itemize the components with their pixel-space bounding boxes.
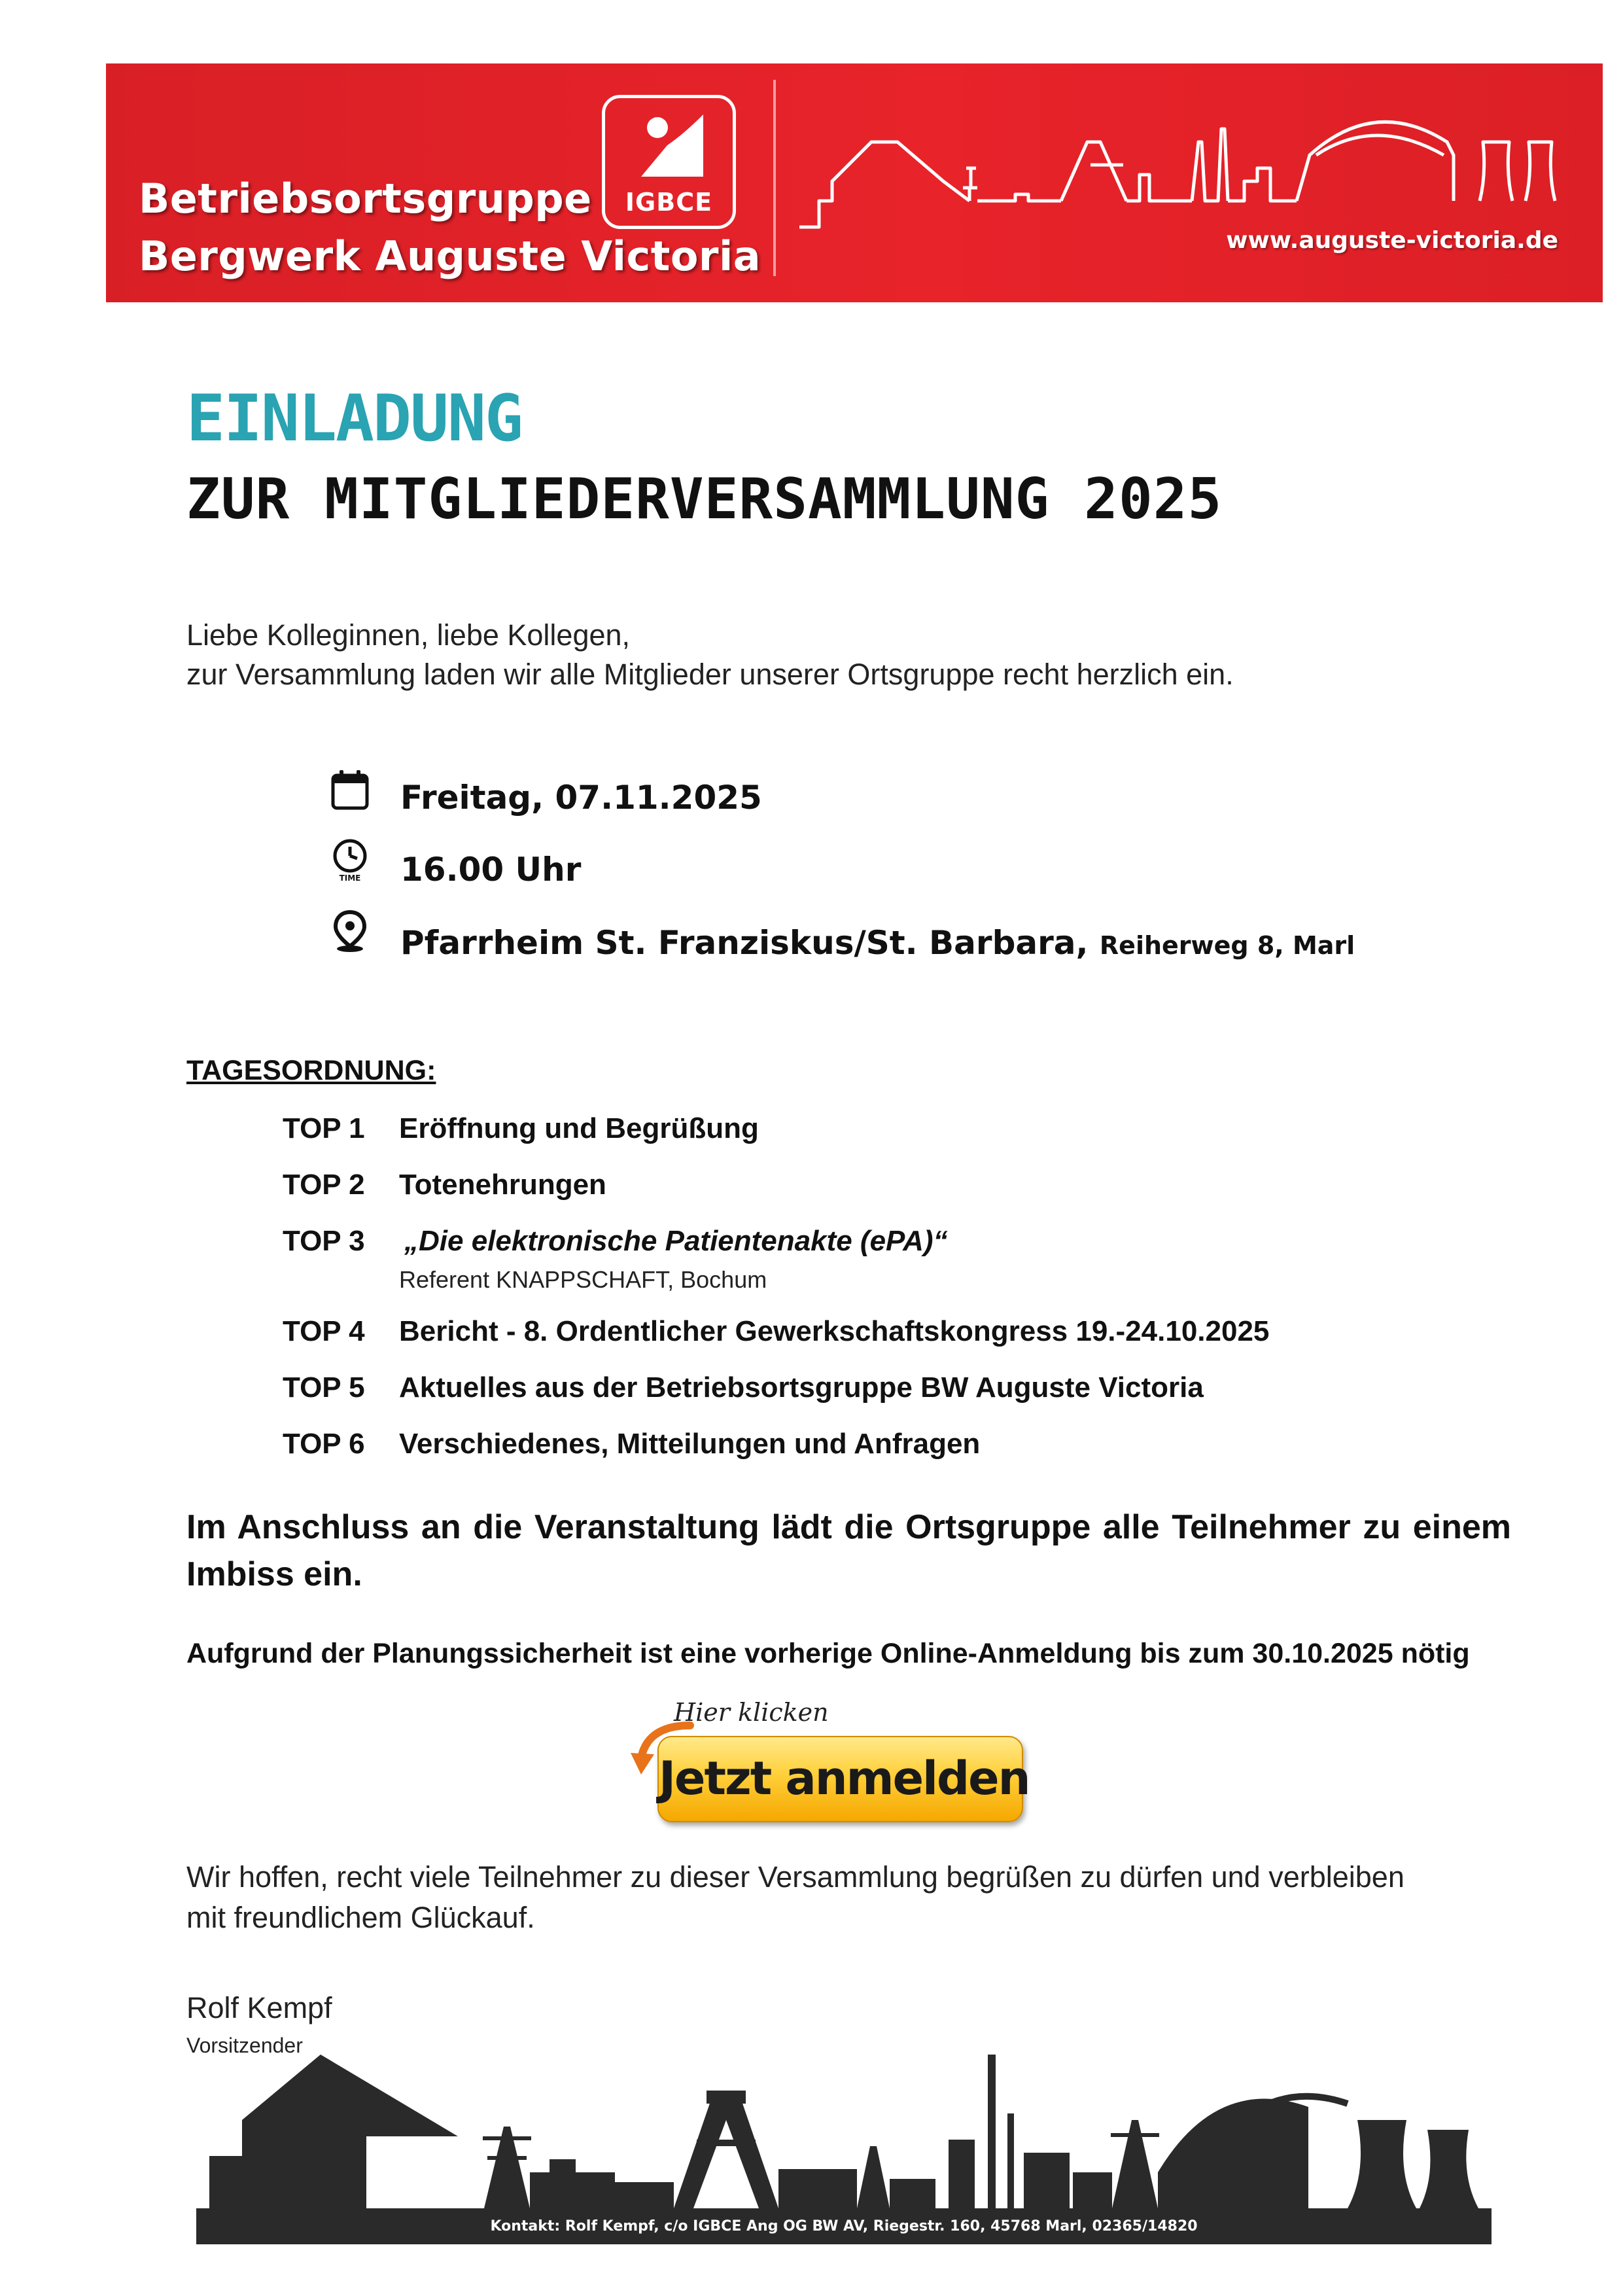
clock-icon-label: TIME: [339, 874, 361, 882]
register-button[interactable]: [628, 1698, 1030, 1829]
agenda-item-text: „Die elektronische Patientenakte (ePA)“: [404, 1225, 948, 1257]
register-hint: Hier klicken: [674, 1698, 829, 1727]
agenda-item-text: Bericht - 8. Ordentlicher Gewerkschaftskongress 19.-24.10.2025: [399, 1315, 1270, 1347]
intro-text: zur Versammlung laden wir alle Mitglieder unserer Ortsgruppe recht herzlich ein.: [186, 658, 1234, 691]
agenda-item-label: TOP 6: [283, 1428, 365, 1460]
agenda-item-label: TOP 1: [283, 1112, 365, 1144]
agenda-item-label: TOP 3: [283, 1225, 365, 1257]
igbce-logo: [602, 95, 736, 229]
event-date: Freitag, 07.11.2025: [400, 779, 762, 817]
farewell-line1: Wir hoffen, recht viele Teilnehmer zu dieser Versammlung begrüßen zu dürfen und verbleiben: [186, 1860, 1405, 1894]
agenda-item-speaker: Referent KNAPPSCHAFT, Bochum: [399, 1266, 767, 1293]
footer-skyline-icon: [196, 2041, 1492, 2244]
agenda-item-label: TOP 5: [283, 1371, 365, 1404]
header-banner: [106, 63, 1603, 302]
location-pin-icon: [330, 910, 370, 953]
clock-icon: [330, 839, 370, 882]
greeting: Liebe Kolleginnen, liebe Kollegen,: [186, 618, 631, 652]
event-location-name: Pfarrheim St. Franziskus/St. Barbara,: [400, 924, 1089, 962]
igbce-logo-figure-icon: [605, 98, 733, 196]
agenda-item-text: Eröffnung und Begrüßung: [399, 1112, 759, 1144]
event-time: 16.00 Uhr: [400, 851, 582, 889]
registration-notice: Aufgrund der Planungssicherheit ist eine vorherige Online-Anmeldung bis zum 30.10.2025 nötig: [186, 1638, 1470, 1669]
agenda-heading: TAGESORDNUNG:: [186, 1055, 436, 1086]
register-button-body[interactable]: [657, 1736, 1030, 1822]
event-address: Reiherweg 8, Marl: [1099, 931, 1355, 960]
skyline-outline-icon: [799, 103, 1584, 234]
agenda-item-text: Aktuelles aus der Betriebsortsgruppe BW Auguste Victoria: [399, 1371, 1204, 1404]
logo-text: IGBCE: [625, 188, 713, 217]
agenda-item-text: Totenehrungen: [399, 1169, 606, 1201]
website-link[interactable]: www.auguste-victoria.de: [1226, 227, 1558, 254]
page-title: EINLADUNG: [186, 381, 523, 456]
event-location: [400, 924, 1355, 962]
header-divider: [773, 80, 776, 276]
farewell-line2: mit freundlichem Glückauf.: [186, 1901, 535, 1934]
agenda-item-text: Verschiedenes, Mitteilungen und Anfragen: [399, 1428, 981, 1460]
signature-role: Vorsitzender: [186, 2034, 303, 2057]
page-subtitle: ZUR MITGLIEDERVERSAMMLUNG 2025: [186, 467, 1223, 532]
calendar-icon: [330, 769, 370, 812]
signature-name: Rolf Kempf: [186, 1991, 332, 2024]
org-name-line1: Betriebsortsgruppe: [139, 175, 592, 222]
agenda-item-label: TOP 4: [283, 1315, 365, 1347]
register-button-label[interactable]: Jetzt anmelden: [659, 1752, 1030, 1805]
footer-contact: Kontakt: Rolf Kempf, c/o IGBCE Ang OG BW AV, Riegestr. 160, 45768 Marl, 02365/14820: [490, 2218, 1198, 2234]
org-name-line2: Bergwerk Auguste Victoria: [139, 232, 761, 280]
agenda-item-label: TOP 2: [283, 1169, 365, 1201]
snack-notice: Im Anschluss an die Veranstaltung lädt die Ortsgruppe alle Teilnehmer zu einem Imbiss ein.: [186, 1508, 1511, 1593]
